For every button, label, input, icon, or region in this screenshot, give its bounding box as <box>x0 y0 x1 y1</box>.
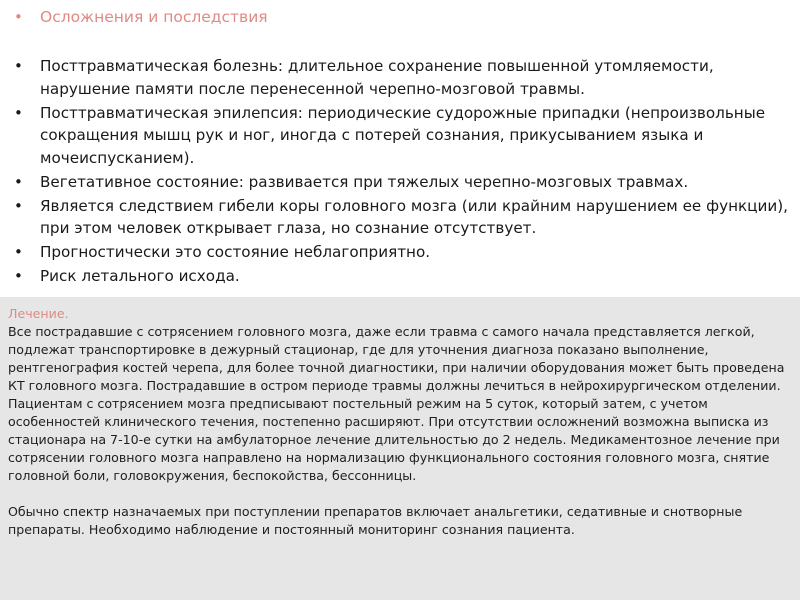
treatment-content <box>8 305 792 539</box>
bullet-dot: • <box>14 267 23 285</box>
list-item-text: Посттравматическая болезнь: длительное сохранение повышенной утомляемости, нарушение памяти после перенесенной черепно-мозговой травмы. <box>40 57 714 98</box>
bullet-dot: • <box>14 103 23 122</box>
complications-list <box>14 55 790 289</box>
list-item-text: Прогностически это состояние неблагоприятно. <box>40 243 431 261</box>
bullet-dot: • <box>14 196 23 215</box>
list-item-text: Посттравматическая эпилепсия: периодические судорожные припадки (непроизвольные сокращения мышц рук и ног, иногда с потерей сознания, прикусыванием языка и мочеиспусканием). <box>40 103 766 167</box>
title-bullet: • <box>14 8 23 26</box>
slide-title: Осложнения и последствия <box>40 8 268 26</box>
list-item <box>14 195 790 240</box>
treatment-paragraph: Все пострадавшие с сотрясением головного мозга, даже если травма с самого начала представляется легкой, подлежат транспортировке в дежурный стационар, где для уточнения диагноза показано выполнение, рентгенография костей черепа, для более точной диагностики, при наличии оборудования может быть проведена КТ головного мозга. Пострадавшие в остром периоде травмы должны лечиться в нейрохирургическом отделении. Пациентам с сотрясением мозга предписывают постельный режим на 5 суток, который затем, с учетом особенностей клинического течения, постепенно расширяют. При отсутствии осложнений возможна выписка из стационара на 7-10-е сутки на амбулаторное лечение длительностью до 2 недель. Медикаментозное лечение при сотрясении головного мозга направлено на нормализацию функционального состояния головного мозга, снятие головной боли, головокружения, беспокойства, бессонницы. <box>8 324 785 483</box>
list-item <box>14 265 790 288</box>
list-item <box>14 171 790 194</box>
list-item-text: Вегетативное состояние: развивается при тяжелых черепно-мозговых травмах. <box>40 172 689 191</box>
bullet-dot: • <box>14 172 23 191</box>
list-item <box>14 241 790 264</box>
list-item <box>14 102 790 170</box>
bullet-dot: • <box>14 243 23 261</box>
list-item <box>14 55 790 100</box>
treatment-paragraph-2: Обычно спектр назначаемых при поступлении препаратов включает анальгетики, седативные и снотворные препараты. Необходимо наблюдение и постоянный мониторинг сознания пациента. <box>8 504 743 537</box>
list-item-text: Является следствием гибели коры головного мозга (или крайним нарушением ее функции), при этом человек открывает глаза, но сознание отсутствует. <box>40 196 789 237</box>
treatment-panel <box>0 297 800 600</box>
slide-title-row <box>14 6 784 28</box>
treatment-heading: Лечение. <box>8 306 69 321</box>
bullet-dot: • <box>14 57 23 75</box>
list-item-text: Риск летального исхода. <box>40 267 240 285</box>
